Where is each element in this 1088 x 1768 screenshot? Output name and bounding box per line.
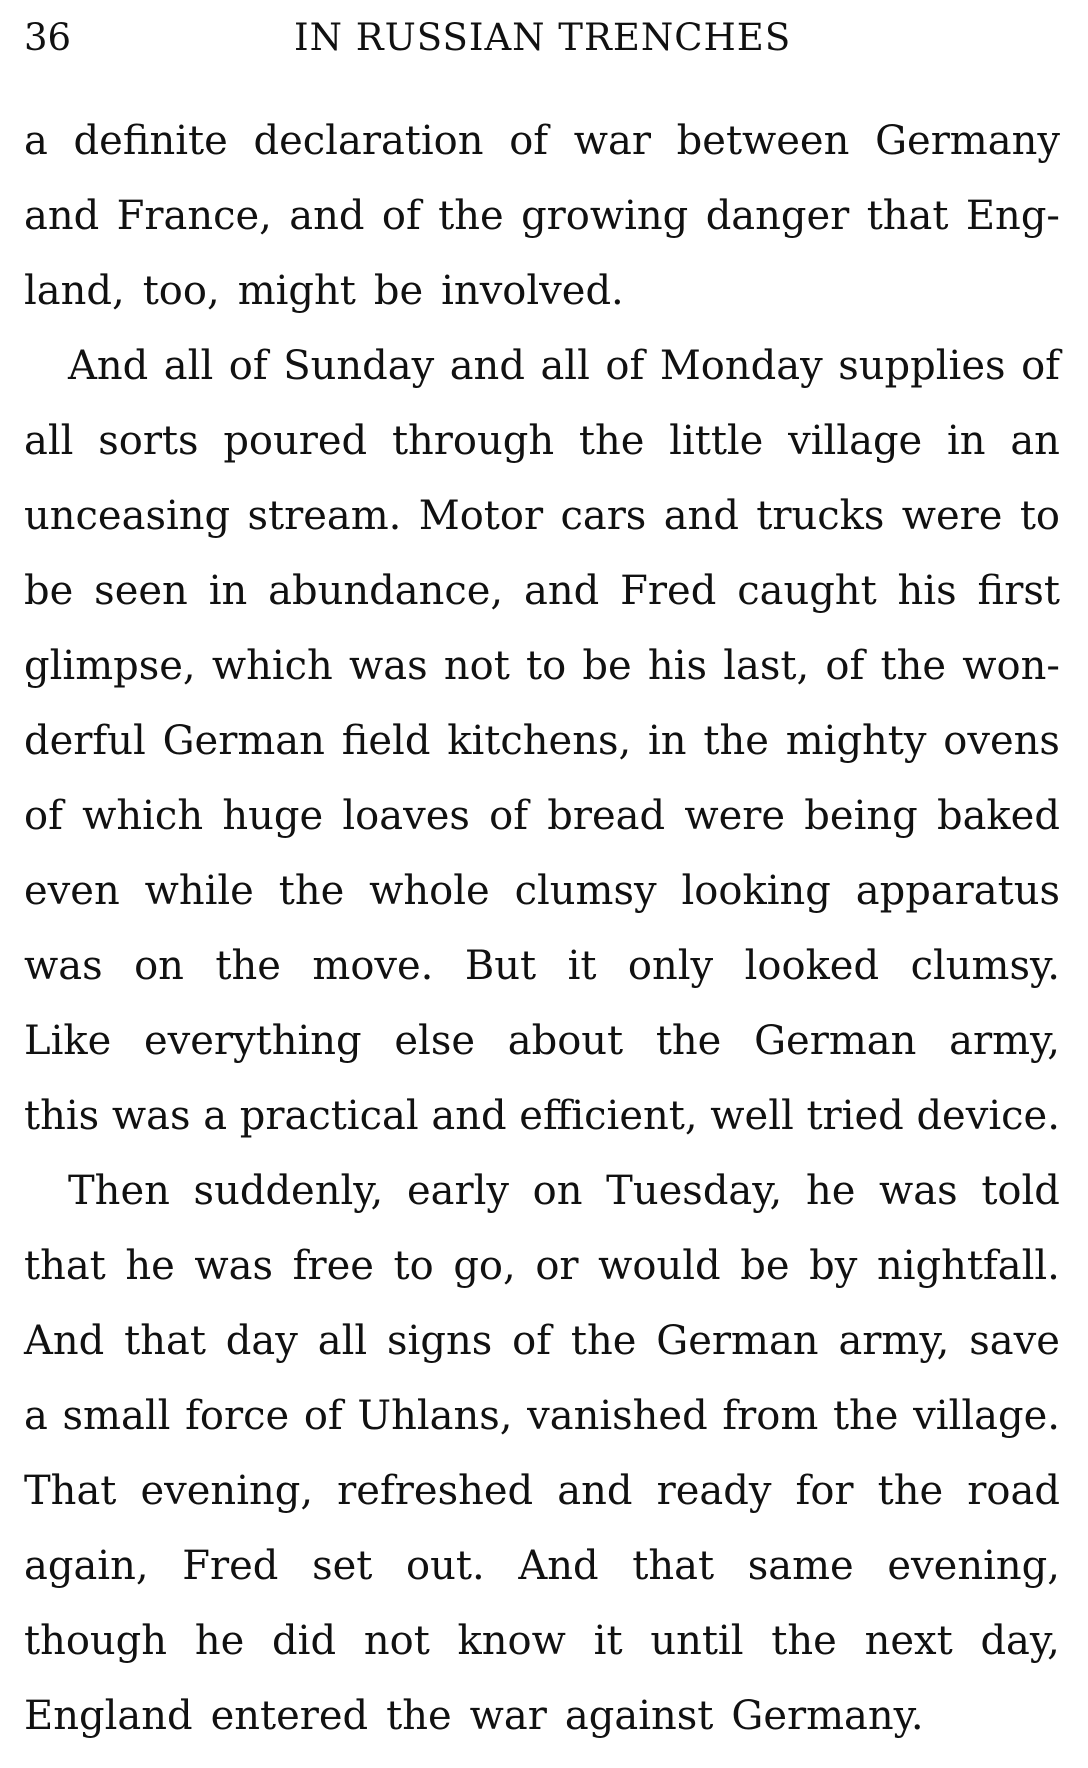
word: refreshed	[337, 1468, 534, 1514]
word: vanished	[527, 1393, 708, 1439]
word: to	[1019, 493, 1060, 539]
word: was	[879, 1168, 958, 1214]
text-line	[24, 1379, 1060, 1454]
text-line	[24, 704, 1060, 779]
text-line	[24, 929, 1060, 1004]
word: was	[194, 1243, 274, 1289]
word: all	[317, 1318, 368, 1364]
text-line	[24, 779, 1060, 854]
text-line	[24, 254, 1060, 329]
word: abundance,	[268, 568, 504, 614]
word: Sunday	[283, 343, 435, 389]
word: of	[489, 793, 529, 839]
word: against	[564, 1693, 714, 1739]
running-head	[24, 14, 1060, 62]
word: know	[457, 1618, 566, 1664]
word: bread	[547, 793, 666, 839]
word: practical	[239, 1093, 419, 1139]
word: evening,	[140, 1468, 314, 1514]
word: nightfall.	[876, 1243, 1060, 1289]
word: evening,	[887, 1543, 1060, 1589]
word: huge	[222, 793, 324, 839]
word: all	[24, 418, 74, 464]
word: be	[373, 268, 424, 314]
word: for	[795, 1468, 854, 1514]
word: But	[464, 943, 537, 989]
word: the	[215, 943, 281, 989]
word: to	[393, 1243, 434, 1289]
word: suddenly,	[193, 1168, 384, 1214]
word: he	[125, 1243, 175, 1289]
word: of	[1021, 343, 1060, 389]
word: kitchens,	[447, 718, 632, 764]
text-line	[24, 1454, 1060, 1529]
word: clumsy	[514, 868, 657, 914]
word: though	[24, 1618, 168, 1664]
word: out.	[406, 1543, 485, 1589]
word: Then	[68, 1168, 170, 1214]
word: Like	[24, 1018, 112, 1064]
word: of	[825, 643, 865, 689]
text-line	[24, 1004, 1060, 1079]
word: war	[469, 1693, 547, 1739]
word: were	[901, 493, 1003, 539]
word: while	[144, 868, 254, 914]
word: it	[593, 1618, 623, 1664]
word: his	[897, 568, 957, 614]
word: little	[669, 418, 764, 464]
word: next	[864, 1618, 953, 1664]
word: and	[289, 193, 365, 239]
word: the	[703, 718, 769, 764]
word: And	[24, 1318, 105, 1364]
word: not	[363, 1618, 430, 1664]
text-line	[24, 1229, 1060, 1304]
word: force	[185, 1393, 290, 1439]
text-line	[24, 104, 1060, 179]
word: trucks	[756, 493, 885, 539]
word: until	[650, 1618, 744, 1664]
word: Monday	[659, 343, 823, 389]
word: of	[228, 343, 268, 389]
text-line	[24, 1604, 1060, 1679]
word: and	[663, 493, 739, 539]
word: on	[532, 1168, 583, 1214]
word: of	[509, 118, 549, 164]
text-line	[24, 329, 1060, 404]
word: and	[449, 343, 525, 389]
word: be	[582, 643, 632, 689]
word: ovens	[943, 718, 1060, 764]
word: supplies	[838, 343, 1006, 389]
word: France,	[116, 193, 272, 239]
word: Motor	[418, 493, 544, 539]
word: about	[507, 1018, 624, 1064]
word: looking	[681, 868, 831, 914]
word: whole	[369, 868, 490, 914]
word: poured	[223, 418, 368, 464]
word: won-	[962, 643, 1060, 689]
word: German	[754, 1018, 917, 1064]
word: the	[877, 1468, 944, 1514]
text-line	[24, 1679, 1060, 1754]
word: by	[809, 1243, 858, 1289]
word: and	[431, 1093, 507, 1139]
word: day	[225, 1318, 298, 1364]
word: move.	[312, 943, 434, 989]
word: an	[1010, 418, 1060, 464]
word: that	[866, 193, 949, 239]
word: army,	[949, 1018, 1060, 1064]
word: be	[24, 568, 74, 614]
word: same	[747, 1543, 854, 1589]
word: he	[805, 1168, 856, 1214]
word: else	[394, 1018, 476, 1064]
word: growing	[521, 193, 689, 239]
word: device.	[916, 1093, 1060, 1139]
word: in	[648, 718, 687, 764]
word: was	[349, 643, 428, 689]
word: which	[82, 793, 204, 839]
word: small	[62, 1393, 171, 1439]
word: the	[771, 1618, 837, 1664]
book-title: IN RUSSIAN TRENCHES	[294, 16, 792, 59]
word: baked	[936, 793, 1060, 839]
word: Uhlans,	[357, 1393, 513, 1439]
word: German	[162, 718, 325, 764]
word: a	[24, 118, 48, 164]
text-line	[24, 479, 1060, 554]
word: that	[24, 1243, 106, 1289]
word: early	[406, 1168, 509, 1214]
word: save	[969, 1318, 1060, 1364]
word: army,	[838, 1318, 950, 1364]
word: derful	[24, 718, 146, 764]
word: set	[312, 1543, 373, 1589]
word: he	[194, 1618, 245, 1664]
word: of	[381, 193, 421, 239]
word: between	[676, 118, 850, 164]
word: German	[656, 1318, 819, 1364]
word: land,	[24, 268, 125, 314]
word: Germany	[875, 118, 1060, 164]
text-line	[24, 1079, 1060, 1154]
word: Tuesday,	[606, 1168, 783, 1214]
word: of	[303, 1393, 343, 1439]
word: his	[647, 643, 707, 689]
word: That	[24, 1468, 117, 1514]
word: cars	[560, 493, 647, 539]
word: well	[710, 1093, 794, 1139]
word: a	[24, 1393, 48, 1439]
word: And	[68, 343, 149, 389]
word: clumsy.	[910, 943, 1060, 989]
text-line	[24, 1154, 1060, 1229]
word: stream.	[247, 493, 402, 539]
word: day,	[980, 1618, 1060, 1664]
word: were	[684, 793, 786, 839]
body-text	[24, 104, 1060, 1754]
word: and	[524, 568, 600, 614]
word: even	[24, 868, 120, 914]
word: the	[880, 643, 947, 689]
word: Fred	[182, 1543, 279, 1589]
word: field	[341, 718, 431, 764]
word: entered	[210, 1693, 369, 1739]
word: looked	[744, 943, 880, 989]
word: not	[443, 643, 510, 689]
word: war	[573, 118, 651, 164]
word: this	[24, 1093, 100, 1139]
word: on	[134, 943, 184, 989]
word: being	[804, 793, 918, 839]
word: of	[605, 343, 645, 389]
word: mighty	[785, 718, 927, 764]
word: And	[518, 1543, 599, 1589]
word: involved.	[441, 268, 624, 314]
word: road	[967, 1468, 1060, 1514]
word: was	[24, 943, 103, 989]
text-line	[24, 1304, 1060, 1379]
word: village.	[913, 1393, 1060, 1439]
word: the	[570, 1318, 637, 1364]
word: unceasing	[24, 493, 231, 539]
word: the	[278, 868, 345, 914]
text-line	[24, 404, 1060, 479]
word: and	[24, 193, 100, 239]
word: loaves	[342, 793, 470, 839]
word: or	[535, 1243, 579, 1289]
word: the	[438, 193, 504, 239]
word: did	[272, 1618, 337, 1664]
word: only	[627, 943, 714, 989]
word: might	[237, 268, 356, 314]
word: from	[722, 1393, 819, 1439]
word: Eng-	[965, 193, 1060, 239]
word: village	[788, 418, 923, 464]
word: apparatus	[855, 868, 1060, 914]
text-line	[24, 854, 1060, 929]
word: the	[578, 418, 645, 464]
word: it	[567, 943, 597, 989]
text-line	[24, 179, 1060, 254]
word: everything	[143, 1018, 362, 1064]
word: Fred	[620, 568, 717, 614]
word: glimpse,	[24, 643, 196, 689]
word: England	[24, 1693, 193, 1739]
word: caught	[737, 568, 877, 614]
word: of	[24, 793, 63, 839]
text-line	[24, 629, 1060, 704]
word: all	[163, 343, 214, 389]
word: told	[981, 1168, 1060, 1214]
word: too,	[142, 268, 220, 314]
word: in	[947, 418, 986, 464]
word: to	[526, 643, 567, 689]
word: all	[540, 343, 590, 389]
word: danger	[705, 193, 850, 239]
word: again,	[24, 1543, 149, 1589]
page-number: 36	[24, 16, 72, 59]
word: be	[740, 1243, 790, 1289]
word: free	[292, 1243, 374, 1289]
word: definite	[73, 118, 228, 164]
word: that	[632, 1543, 715, 1589]
word: and	[557, 1468, 633, 1514]
word: through	[391, 418, 555, 464]
word: of	[512, 1318, 552, 1364]
word: the	[655, 1018, 722, 1064]
word: the	[386, 1693, 452, 1739]
word: would	[598, 1243, 721, 1289]
word: was	[111, 1093, 191, 1139]
word: last,	[723, 643, 810, 689]
word: first	[977, 568, 1060, 614]
word: tried	[806, 1093, 904, 1139]
word: declaration	[253, 118, 484, 164]
word: which	[211, 643, 333, 689]
word: seen	[94, 568, 188, 614]
word: that	[124, 1318, 206, 1364]
word: the	[832, 1393, 899, 1439]
word: ready	[656, 1468, 772, 1514]
word: sorts	[98, 418, 199, 464]
word: signs	[387, 1318, 493, 1364]
text-line	[24, 1529, 1060, 1604]
text-line	[24, 554, 1060, 629]
word: Germany.	[731, 1693, 924, 1739]
word: efficient,	[519, 1093, 698, 1139]
word: in	[208, 568, 248, 614]
word: a	[203, 1093, 228, 1139]
word: go,	[453, 1243, 516, 1289]
